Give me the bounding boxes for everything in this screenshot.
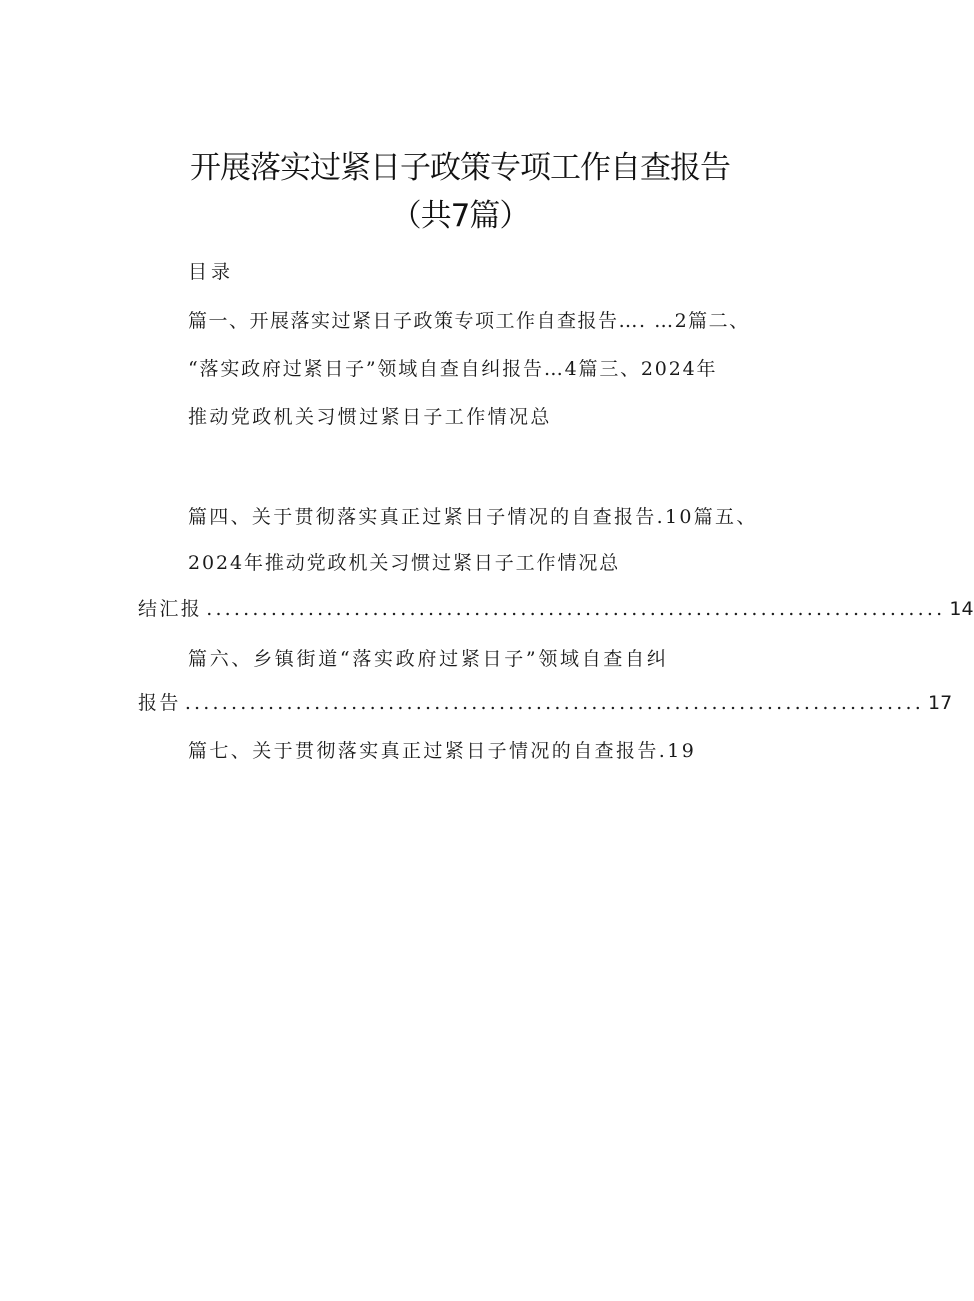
toc-line: “落实政府过紧日子”领域自查自纠报告…4篇三、2024年 — [188, 358, 718, 380]
toc-line: 篇六、乡镇街道“落实政府过紧日子”领域自查自纠 — [188, 648, 669, 670]
toc-entry — [138, 692, 953, 714]
toc-line: 篇一、开展落实过紧日子政策专项工作自查报告…. …2篇二、 — [188, 310, 750, 332]
document-subtitle: （共7篇） — [390, 198, 530, 234]
toc-entry — [138, 598, 974, 620]
toc-page-number: 17 — [927, 692, 953, 714]
toc-line: 篇七、关于贯彻落实真正过紧日子情况的自查报告.19 — [188, 740, 697, 762]
toc-line: 推动党政机关习惯过紧日子工作情况总 — [188, 406, 552, 428]
toc-heading: 目录 — [188, 261, 235, 283]
toc-line: 篇四、关于贯彻落实真正过紧日子情况的自查报告.10篇五、 — [188, 506, 758, 528]
document-title: 开展落实过紧日子政策专项工作自查报告 — [190, 150, 730, 186]
toc-dot-leader: ................................................................................ — [184, 692, 924, 714]
toc-entry-label: 结汇报 — [138, 598, 203, 620]
toc-line: 2024年推动党政机关习惯过紧日子工作情况总 — [188, 552, 621, 574]
toc-page-number: 14 — [949, 598, 974, 620]
toc-dot-leader: ................................................................................ — [206, 598, 946, 620]
toc-entry-label: 报告 — [138, 692, 181, 714]
